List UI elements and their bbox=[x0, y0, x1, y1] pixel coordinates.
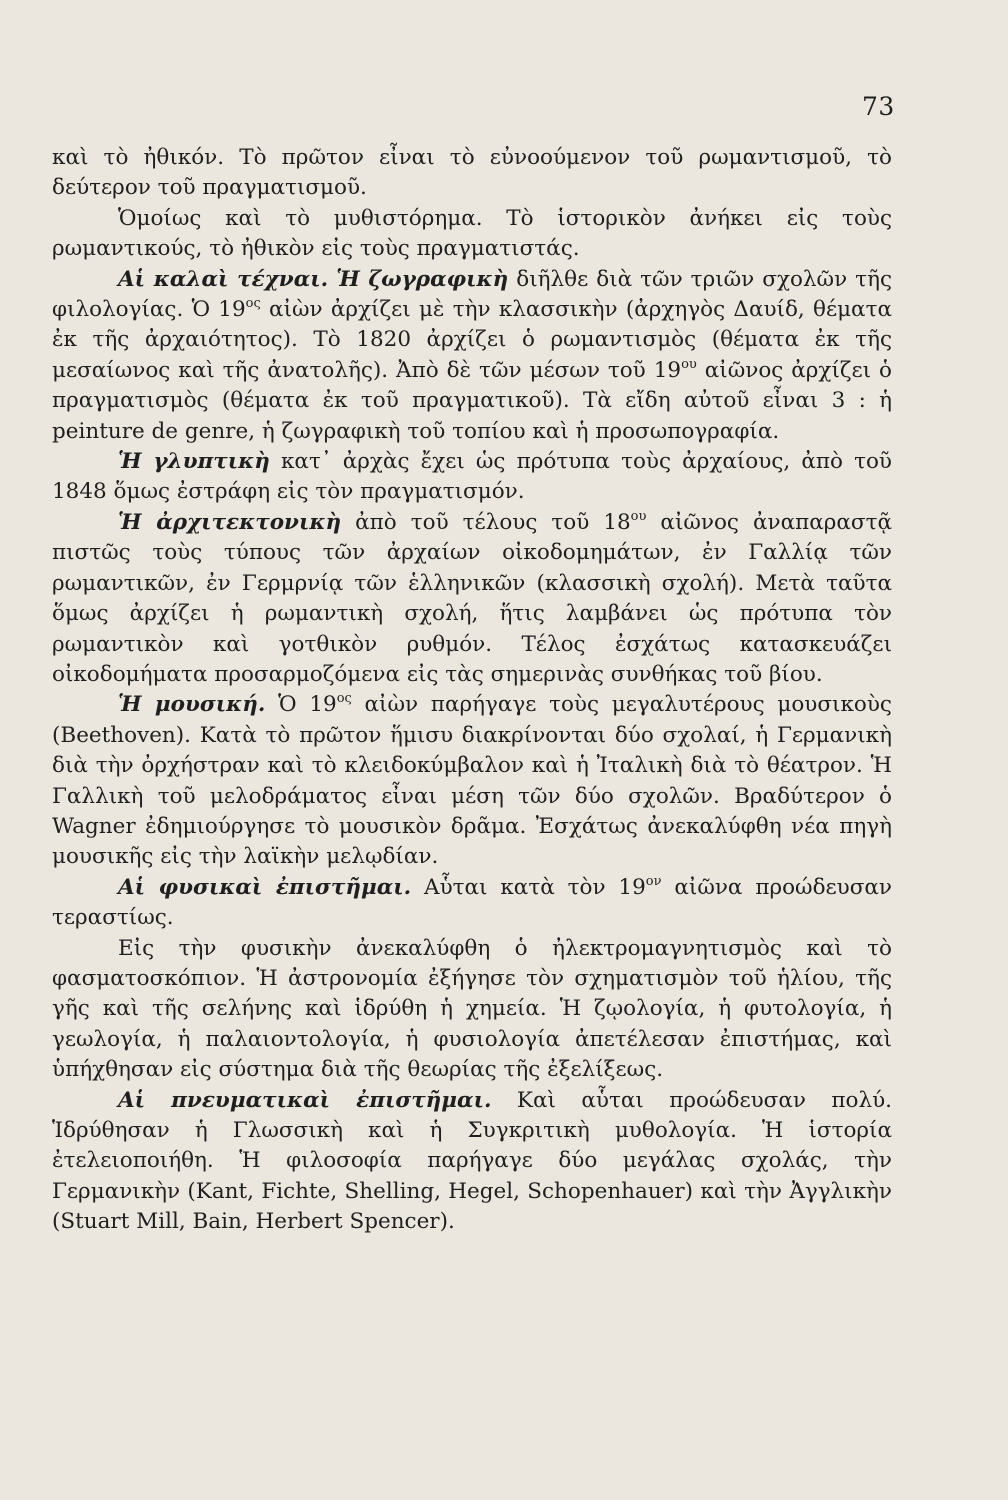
text-run: αἰῶνος ἀρχίζει ὁ πραγματισμὸς (θέματα ἐκ τοῦ πραγματικοῦ). Τὰ εἴδη αὐτοῦ εἶναι 3 : ἡ peinture de genre, ἡ ζωγραφικὴ τοῦ τοπίου καὶ ἡ προσωπογραφία. bbox=[52, 357, 892, 444]
paragraph bbox=[52, 508, 892, 690]
text-run: διῆλθε διὰ τῶν τριῶν σχολῶν τῆς φιλολογίας. Ὁ 19 bbox=[52, 266, 892, 323]
paragraph bbox=[52, 690, 892, 872]
section-heading: Ἡ μουσική. bbox=[118, 692, 266, 718]
paragraph bbox=[52, 873, 892, 934]
paragraph bbox=[52, 447, 892, 508]
paragraph bbox=[52, 1086, 892, 1238]
paragraph bbox=[52, 204, 892, 265]
text-run: κατ᾽ ἀρχὰς ἔχει ὡς πρότυπα τοὺς ἀρχαίους, ἀπὸ τοῦ 1848 ὅμως ἐστράφη εἰς τὸν πραγματισμόν. bbox=[52, 449, 892, 505]
text-run bbox=[328, 267, 336, 292]
section-heading: Αἱ φυσικαὶ ἐπιστῆμαι. bbox=[118, 874, 412, 900]
ordinal-suffix: ου bbox=[681, 356, 697, 372]
paragraph bbox=[52, 934, 892, 1086]
ordinal-suffix: ος bbox=[336, 691, 352, 707]
section-heading: Ἡ γλυπτικὴ bbox=[118, 449, 270, 475]
text-run: αἰῶνος ἀναπαραστᾷ πιστῶς τοὺς τύπους τῶν ἀρχαίων οἰκοδομημάτων, ἐν Γαλλίᾳ τῶν ρωμαντικῶν, ἐν Γερμρνίᾳ τῶν ἑλληνικῶν (κλασσικὴ σχολή). Μετὰ ταῦτα ὅμως ἀρχίζει ἡ ρωμαντικὴ σχολή, ἥτις λαμβάνει ὡς πρότυπα τὸν ρωμαντικὸν καὶ γοτθικὸν ρυθμόν. Τέλος ἐσχάτως κατασκευάζει οἰκοδομήματα προσαρμοζόμενα εἰς τὰς σημερινὰς συνθήκας τοῦ βίου. bbox=[52, 509, 892, 687]
ordinal-suffix: ου bbox=[630, 508, 647, 524]
text-run: Καὶ αὗται προώδευσαν πολύ. Ἱδρύθησαν ἡ Γλωσσικὴ καὶ ἡ Συγκριτικὴ μυθολογία. Ἡ ἱστορία ἐτελειοποιήθη. Ἡ φιλοσοφία παρήγαγε δύο μεγάλας σχολάς, τὴν Γερμανικὴν (Kant, Fichte, Shelling, Hegel, Schopenhauer) καὶ τὴν Ἀγγλικὴν (Stuart Mill, Bain, Herbert Spencer). bbox=[52, 1087, 892, 1235]
text-run: αἰῶνα προώδευσαν τεραστίως. bbox=[52, 874, 892, 931]
section-heading: Ἡ ἀρχιτεκτονικὴ bbox=[118, 509, 342, 535]
page-number: 73 bbox=[862, 92, 895, 121]
text-run: αἰὼν παρήγαγε τοὺς μεγαλυτέρους μουσικοὺς (Beethoven). Κατὰ τὸ πρῶτον ἥμισυ διακρίνονται δύο σχολαί, ἡ Γερμανικὴ διὰ τὴν ὀρχήστραν καὶ τὸ κλειδοκύμβαλον καὶ ἡ Ἰταλικὴ διὰ τὸ θέατρον. Ἡ Γαλλικὴ τοῦ μελοδράματος εἶναι μέση τῶν δύο σχολῶν. Βραδύτερον ὁ Wagner ἐδημιούργησε τὸ μουσικὸν δρᾶμα. Ἐσχάτως ἀνεκαλύφθη νέα πηγὴ μουσικῆς εἰς τὴν λαϊκὴν μελῳδίαν. bbox=[52, 692, 892, 870]
text-run: Αὗται κατὰ τὸν 19 bbox=[411, 874, 646, 900]
text-run: Εἰς τὴν φυσικὴν ἀνεκαλύφθη ὁ ἠλεκτρομαγνητισμὸς καὶ τὸ φασματοσκόπιον. Ἡ ἀστρονομία ἐξήγησε τὸν σχηματισμὸν τοῦ ἡλίου, τῆς γῆς καὶ τῆς σελήνης καὶ ἱδρύθη ἡ χημεία. Ἡ ζῳολογία, ἡ φυτολογία, ἡ γεωλογία, ἡ παλαιοντολογία, ἡ φυσιολογία ἀπετέλεσαν ἐπιστήμας, καὶ ὑπήχθησαν εἰς σύστημα διὰ τῆς θεωρίας τῆς ἐξελίξεως. bbox=[52, 935, 892, 1083]
ordinal-suffix: ος bbox=[245, 296, 261, 312]
section-heading: Αἱ πνευματικαὶ ἐπιστῆμαι. bbox=[118, 1087, 492, 1113]
ordinal-suffix: ον bbox=[645, 873, 662, 889]
body-text bbox=[52, 143, 892, 1238]
text-run: Ὁμοίως καὶ τὸ μυθιστόρημα. Τὸ ἱστορικὸν ἀνήκει εἰς τοὺς ρωμαντικούς, τὸ ἠθικὸν εἰς τοὺς πραγματιστάς. bbox=[52, 205, 892, 262]
text-run: καὶ τὸ ἠθικόν. Τὸ πρῶτον εἶναι τὸ εὐνοούμενον τοῦ ρωμαντισμοῦ, τὸ δεύτερον τοῦ πραγματισμοῦ. bbox=[52, 145, 892, 201]
paragraph bbox=[52, 143, 892, 204]
section-heading: Ἡ ζωγραφικὴ bbox=[336, 266, 509, 292]
text-run: ἀπὸ τοῦ τέλους τοῦ 18 bbox=[341, 509, 631, 535]
section-heading: Αἱ καλαὶ τέχναι. bbox=[118, 266, 329, 292]
text-run: αἰὼν ἀρχίζει μὲ τὴν κλασσικὴν (ἀρχηγὸς Δαυίδ, θέματα ἐκ τῆς ἀρχαιότητος). Τὸ 1820 ἀρχίζει ὁ ρωμαντισμὸς (θέματα ἐκ τῆς μεσαίωνος καὶ τῆς ἀνατολῆς). Ἀπὸ δὲ τῶν μέσων τοῦ 19 bbox=[52, 297, 892, 383]
paragraph bbox=[52, 265, 892, 447]
text-run: Ὁ 19 bbox=[265, 692, 337, 718]
